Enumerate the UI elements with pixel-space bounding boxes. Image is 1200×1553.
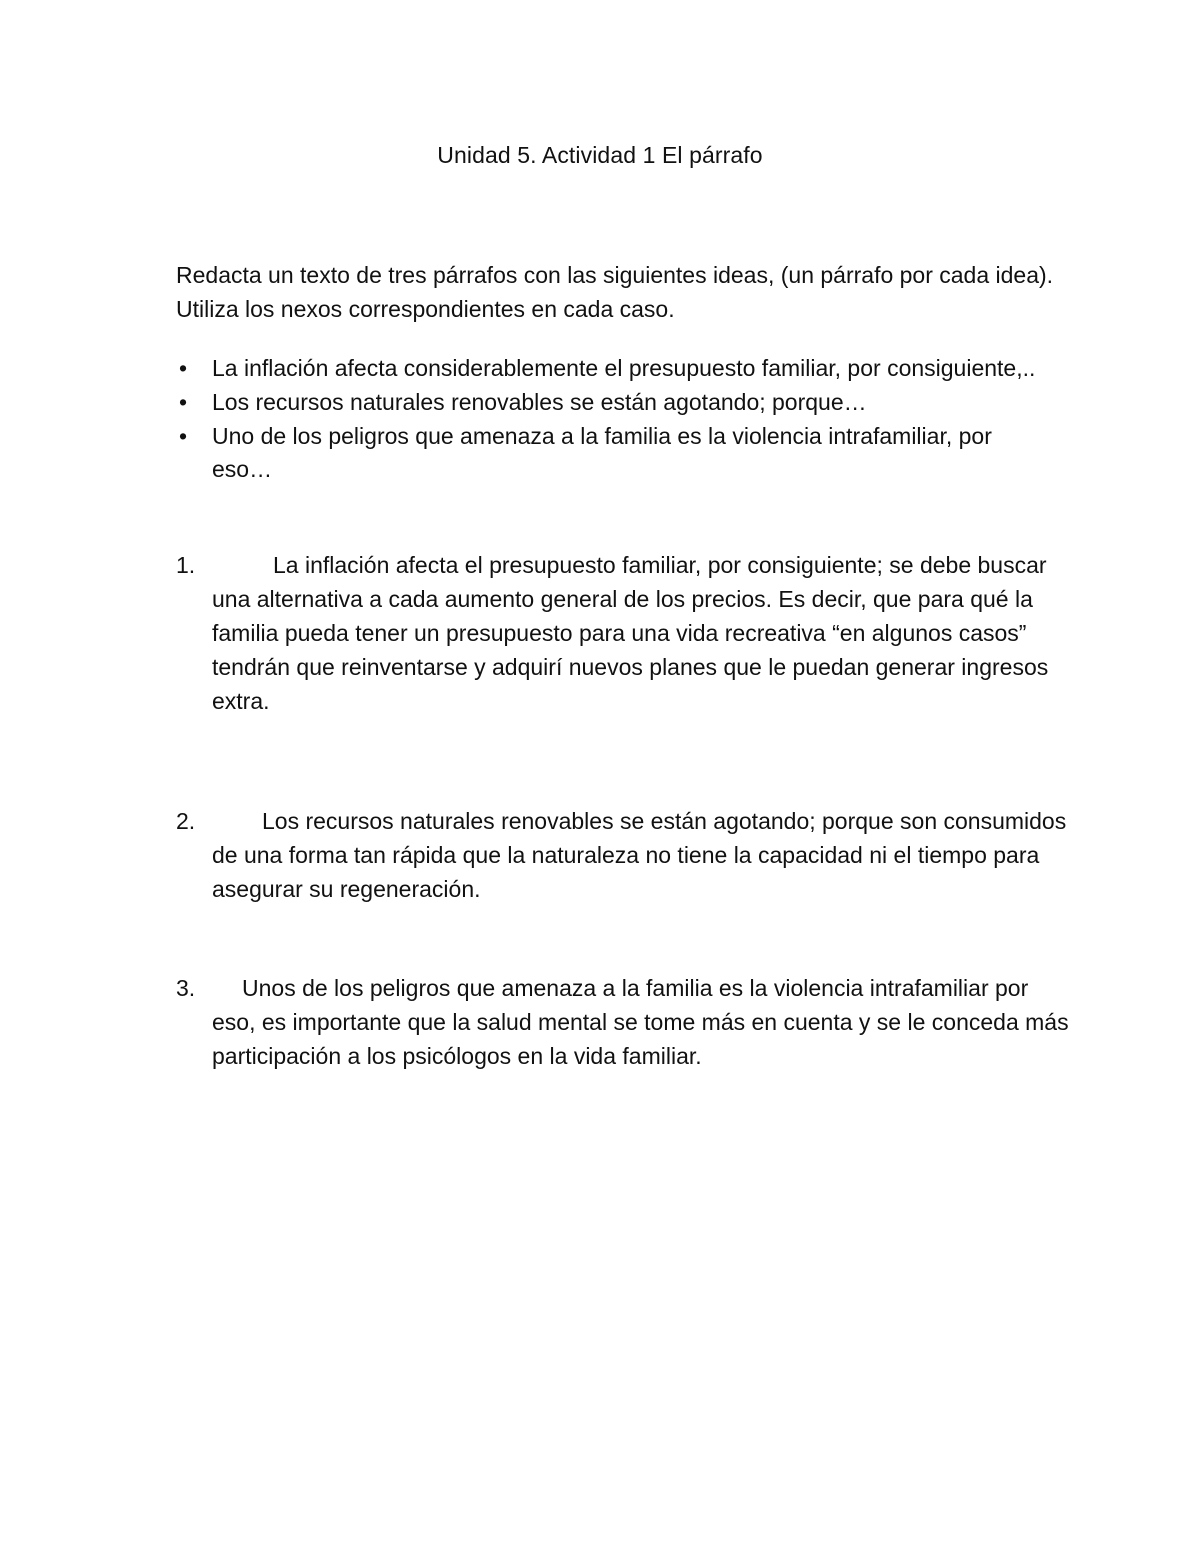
- idea-text: La inflación afecta considerablemente el presupuesto familiar, por consiguiente,..: [212, 355, 1036, 381]
- answer-paragraph-1: [176, 548, 1076, 718]
- answer-text: Los recursos naturales renovables se están agotando; porque son consumidos de una forma tan rápida que la naturaleza no tiene la capacidad ni el tiempo para asegurar su regeneración.: [212, 808, 1067, 902]
- bullet-icon: •: [178, 389, 188, 415]
- answer-text: La inflación afecta el presupuesto familiar, por consiguiente; se debe buscar una alternativa a cada aumento general de los precios. Es decir, que para qué la familia pueda tener un presupuesto para una vida recreativa “en algunos casos” tendrán que reinventarse y adquirí nuevos planes que le puedan generar ingresos extra.: [212, 552, 1049, 714]
- list-item: [176, 352, 1056, 385]
- answer-number: 1.: [176, 552, 196, 578]
- list-item: [176, 386, 1056, 419]
- answer-paragraph-3: [176, 971, 1076, 1073]
- idea-text: Los recursos naturales renovables se están agotando; porque…: [212, 389, 867, 415]
- answer-number: 2.: [176, 808, 196, 834]
- document-title: Unidad 5. Actividad 1 El párrafo: [437, 142, 763, 168]
- answer-paragraph-2: [176, 804, 1076, 906]
- idea-text: Uno de los peligros que amenaza a la familia es la violencia intrafamiliar, por eso…: [212, 423, 992, 482]
- answer-text: Unos de los peligros que amenaza a la familia es la violencia intrafamiliar por eso, es importante que la salud mental se tome más en cuenta y se le conceda más participación a los psicólogos en la vida familiar.: [212, 975, 1069, 1069]
- bullet-icon: •: [178, 355, 188, 381]
- answer-number: 3.: [176, 975, 196, 1001]
- instructions-paragraph: Redacta un texto de tres párrafos con las siguientes ideas, (un párrafo por cada idea). Utiliza los nexos correspondientes en cada caso.: [176, 262, 1054, 322]
- bullet-icon: •: [178, 423, 188, 449]
- ideas-list: [176, 352, 1056, 487]
- list-item: [176, 420, 1056, 486]
